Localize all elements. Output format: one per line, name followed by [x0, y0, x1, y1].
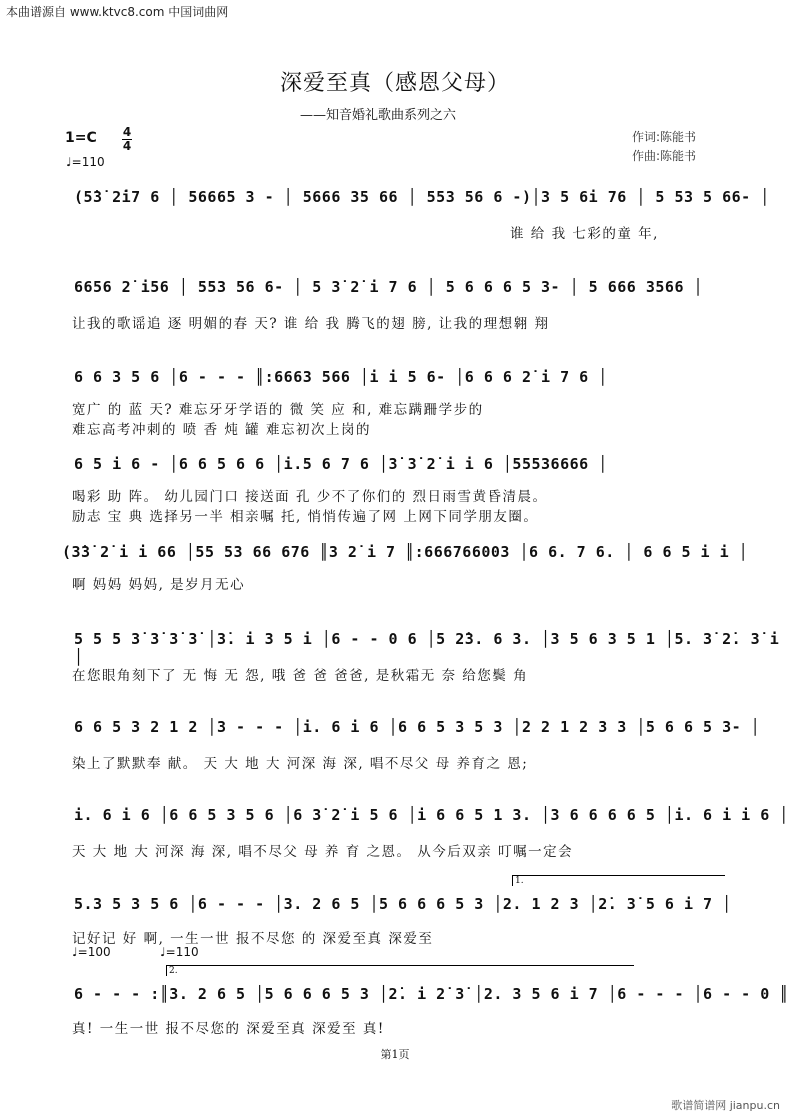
notation-row: (5̇3̇ 2̇i7 6 │ 56665 3 - │ 5666 35 66 │ 553 56 6 -)│3 5 6i 76 │ 5 53 5 66- │ — [74, 188, 770, 206]
score-line-4 — [0, 455, 790, 540]
song-subtitle: ——知音婚礼歌曲系列之六 — [300, 108, 457, 123]
notation-row: 5.3 5 3 5 6 │6 - - - │3. 2 6 5 │5 6 6 6 5 3 │2. 1 2 3 │2̇. 3̇ 5 6 i 7 │ — [74, 895, 732, 913]
lyrics-row: 染上了默默奉 献。 天 大 地 大 河深 海 深, 唱不尽父 母 养育之 恩; — [72, 756, 529, 772]
notation-row: (3̇3̇ 2̇ i i 66 │55 53 66 676 ║3 2̇ i 7 ║:666766003 │6 6. 7 6. │ 6 6 5 i i │ — [62, 543, 749, 561]
watermark: 歌谱简谱网 jianpu.cn — [671, 1099, 780, 1112]
lyrics-row-2: 难忘高考冲刺的 喷 香 炖 罐 难忘初次上岗的 — [72, 422, 371, 438]
notation-row: 6656 2̇ i56 │ 553 56 6- │ 5 3̇ 2̇ i 7 6 │ 5 6 6 6 5 3- │ 5 666 3566 │ — [74, 278, 704, 296]
quarter-note-icon: ♩ — [72, 945, 78, 959]
lyrics-row: 宽广 的 蓝 天? 难忘牙牙学语的 微 笑 应 和, 难忘蹒跚学步的 — [72, 402, 484, 418]
lyrics-row: 啊 妈妈 妈妈, 是岁月无心 — [72, 577, 246, 593]
key-signature: 1=C — [65, 130, 97, 146]
lyrics-row: 在您眼角刻下了 无 悔 无 怨, 哦 爸 爸 爸爸, 是秋霜无 奈 给您鬓 角 — [72, 668, 529, 684]
score-line-1 — [0, 188, 790, 273]
lyrics-row: 真! 一生一世 报不尽您的 深爱至真 深爱至 真! — [72, 1021, 385, 1037]
notation-row: 6 6 3 5 6 │6 - - - ║:6663 566 │i i 5 6- │6 6 6 2̇ i 7 6 │ — [74, 368, 608, 386]
song-title: 深爱至真（感恩父母） — [279, 71, 510, 96]
volta-1-bracket: 1. — [512, 875, 725, 886]
notation-row: 6 - - - :║3. 2 6 5 │5 6 6 6 5 3 │2̇. i 2̇ 3̇ │2. 3 5 6 i 7 │6 - - - │6 - - 0 ║ — [74, 985, 789, 1003]
page-number: 第1页 — [380, 1048, 410, 1061]
tempo-change-2 — [160, 945, 199, 959]
score-line-3 — [0, 368, 790, 453]
meter-top: 4 — [122, 125, 132, 139]
lyrics-row: 记好记 好 啊, 一生一世 报不尽您 的 深爱至真 深爱至 — [72, 931, 434, 947]
source-header: 本曲谱源自 www.ktvc8.com 中国词曲网 — [6, 5, 229, 19]
tempo-marking — [66, 155, 105, 169]
tempo-change-1 — [72, 945, 111, 959]
score-line-5 — [0, 543, 790, 628]
lyrics-row: 天 大 地 大 河深 海 深, 唱不尽父 母 养 育 之恩。 从今后双亲 叮嘱一定会 — [72, 844, 574, 860]
tempo-value: =110 — [165, 945, 199, 959]
notation-row: 6 6 5 3 2 1 2 │3 - - - │i. 6 i 6 │6 6 5 3 5 3 │2 2 1 2 3 3 │5 6 6 5 3- │ — [74, 718, 761, 736]
lyrics-row-2: 励志 宝 典 选择另一半 相亲嘱 托, 悄悄传遍了网 上网下同学朋友圈。 — [72, 509, 539, 525]
volta-2-bracket: 2. — [166, 965, 634, 976]
meter-bottom: 4 — [122, 139, 132, 153]
score-line-6 — [0, 630, 790, 715]
score-line-2 — [0, 278, 790, 363]
notation-row: i. 6 i 6 │6 6 5 3 5 6 │6 3̇ 2̇ i 5 6 │i 6 6 5 1 3. │3 6 6 6 6 5 │i. 6 i i 6 │ — [74, 806, 789, 824]
quarter-note-icon: ♩ — [160, 945, 166, 959]
notation-row: 5 5 5 3̇ 3̇ 3̇ 3̇ │3̇. i 3 5 i │6 - - 0 6 │5 2̇3. 6 3. │3 5 6 3 5 1 │5. 3̇ 2̇. 3̇ i │ — [74, 630, 780, 666]
quarter-note-icon: ♩ — [66, 155, 72, 169]
tempo-value: =110 — [71, 155, 105, 169]
notation-row: 6 5 i 6 - │6 6 5 6 6 │i.5 6 7 6 │3̇ 3̇ 2̇ i i 6 │55536666 │ — [74, 455, 608, 473]
time-signature — [122, 126, 132, 153]
lyrics-row: 喝彩 助 阵。 幼儿园门口 接送面 孔 少不了你们的 烈日雨雪黄昏清晨。 — [72, 489, 548, 505]
tempo-value: =100 — [77, 945, 111, 959]
lyrics-row: 谁 给 我 七彩的童 年, — [510, 226, 659, 242]
score-line-7 — [0, 718, 790, 803]
composer-credit: 作曲:陈能书 — [632, 149, 697, 163]
lyrics-row: 让我的歌谣追 逐 明媚的春 天? 谁 给 我 腾飞的翅 膀, 让我的理想翱 翔 — [72, 316, 550, 332]
lyricist-credit: 作词:陈能书 — [632, 130, 697, 144]
